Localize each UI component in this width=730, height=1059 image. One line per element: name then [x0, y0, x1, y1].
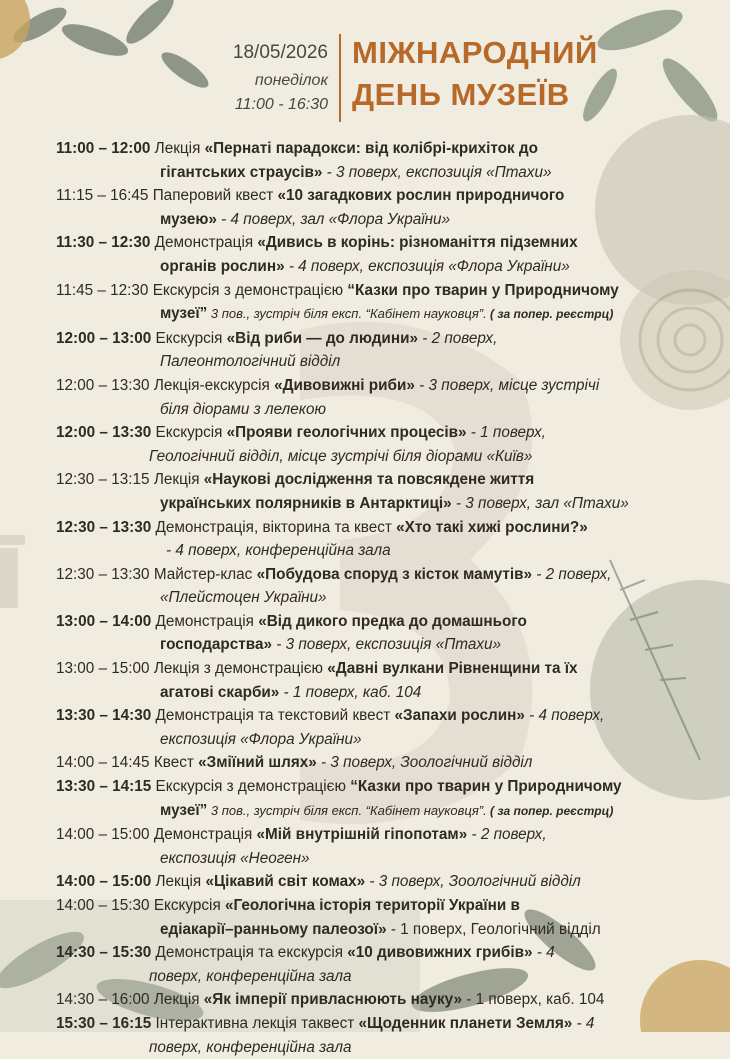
event-time: 12:00 – 13:00	[56, 329, 152, 347]
event-hours: 11:00 - 16:30	[234, 96, 328, 113]
event-weekday: понеділок	[254, 72, 328, 89]
event-location: - 4 поверх, експозиція «Флора України»	[284, 257, 570, 275]
event-title: “Казки про тварин у Природничому	[350, 778, 622, 796]
event-time: 11:15 – 16:45	[56, 187, 149, 205]
event-title: «Щоденник планети Земля»	[358, 1014, 573, 1032]
event-location: - 3 поверх, експозиція «Птахи»	[271, 636, 502, 654]
event-location: 3 пов., зустріч біля експ. “Кабінет науковця”.	[207, 306, 487, 322]
event-location: - 2 поверх,	[417, 329, 498, 347]
event-location: - 2 поверх,	[532, 565, 612, 583]
event-title: “Казки про тварин у Природничому	[347, 281, 619, 299]
event-title: «Пернаті парадокси: від колібрі-крихіток до	[204, 140, 538, 157]
event-location: - 3 поверх, експозиція «Птахи»	[322, 163, 552, 181]
schedule-item	[56, 870, 696, 894]
event-title: «Дивись в корінь: різноманіття підземних	[257, 234, 578, 252]
event-time: 11:00 – 12:00	[56, 140, 151, 157]
schedule-item	[56, 657, 696, 704]
schedule-item	[56, 374, 696, 421]
event-location-cont: «Плейстоцен України»	[160, 589, 327, 607]
event-location-cont: біля діорами з лелекою	[160, 400, 327, 418]
event-location: - 3 поверх, місце зустрічі	[414, 376, 600, 394]
event-title: «Давні вулкани Рівненщини та їх	[327, 660, 578, 678]
event-type: Лекція-екскурсія	[153, 376, 270, 394]
event-location: - 1 поверх, Геологічний відділ	[386, 920, 601, 938]
event-location: - 4	[532, 944, 555, 962]
event-location: - 1 поверх,	[466, 424, 546, 442]
event-time: 12:30 – 13:30	[56, 565, 150, 583]
event-time: 12:00 – 13:30	[56, 376, 150, 394]
event-type: Екскурсія	[153, 897, 221, 914]
schedule-list	[0, 137, 730, 1059]
schedule-item	[56, 941, 696, 988]
event-time: 14:30 – 15:30	[56, 944, 152, 962]
event-location: - 4 поверх, зал «Флора України»	[216, 210, 451, 228]
event-title-cont: музеї”	[160, 801, 208, 819]
event-time: 12:30 – 13:30	[56, 518, 152, 536]
event-time: 12:30 – 13:15	[56, 471, 150, 489]
event-time: 14:00 – 15:00	[56, 873, 152, 891]
event-time: 11:45 – 12:30	[56, 281, 149, 299]
schedule-item	[56, 775, 696, 823]
event-title: «Геологічна історія території України в	[224, 897, 520, 914]
event-location: - 4 поверх,	[524, 707, 605, 725]
event-location-cont: поверх, конференційна зала	[149, 1038, 352, 1056]
event-time: 14:00 – 15:30	[56, 897, 150, 914]
event-title-cont: гігантських страусів»	[160, 163, 323, 181]
event-title: «10 загадкових рослин природничого	[277, 187, 565, 205]
event-time: 12:00 – 13:30	[56, 424, 152, 442]
event-type: Лекція	[154, 140, 201, 157]
event-location-cont: Палеонтологічний відділ	[160, 353, 341, 371]
title-line-2: ДЕНЬ МУЗЕЇВ	[352, 77, 570, 112]
event-title-cont: українських полярників в Антарктиці»	[160, 494, 452, 512]
schedule-item	[56, 279, 696, 327]
event-title: «Мій внутрішній гіпопотам»	[256, 826, 468, 844]
schedule-item	[56, 516, 696, 563]
event-location-cont: Геологічний відділ, місце зустрічі біля діорами «Київ»	[149, 447, 533, 465]
event-title: «Від риби — до людини»	[226, 329, 418, 347]
schedule-item	[56, 751, 696, 775]
event-location: - 1 поверх, каб. 104	[462, 991, 605, 1009]
event-title-cont: музеї”	[160, 305, 208, 323]
event-time: 13:30 – 14:15	[56, 778, 152, 796]
schedule-item	[56, 468, 696, 515]
event-title: «Хто такі хижі рослини?»	[396, 518, 588, 536]
schedule-item	[56, 184, 696, 231]
event-time: 15:30 – 16:15	[56, 1014, 152, 1032]
event-type: Лекція	[153, 471, 200, 489]
schedule-item	[56, 610, 696, 657]
event-type: Лекція	[155, 873, 202, 891]
event-location-cont: поверх, конференційна зала	[149, 967, 352, 985]
event-time: 14:30 – 16:00	[56, 991, 150, 1009]
event-type: Демонстрація	[155, 612, 254, 630]
page-header	[0, 28, 730, 128]
event-type: Екскурсія	[155, 424, 223, 442]
event-date: 18/05/2026	[232, 42, 328, 63]
event-location: - 3 поверх, Зоологічний відділ	[316, 754, 533, 772]
event-title-cont: органів рослин»	[160, 257, 285, 275]
event-location-cont: експозиція «Неоген»	[160, 849, 310, 867]
schedule-item	[56, 231, 696, 278]
event-title: «Від дикого предка до домашнього	[258, 612, 527, 630]
schedule-item	[56, 563, 696, 610]
event-type: Екскурсія	[155, 329, 223, 347]
event-type: Демонстрація	[153, 826, 253, 844]
event-type: Демонстрація та текстовий квест	[155, 707, 391, 725]
event-location-cont: - 4 поверх, конференційна зала	[166, 542, 391, 560]
event-title: «Прояви геологічних процесів»	[226, 424, 467, 442]
event-time: 14:00 – 14:45	[56, 754, 150, 772]
schedule-item	[56, 327, 696, 374]
event-title: «Цікавий світ комах»	[205, 873, 366, 891]
schedule-item	[56, 894, 696, 941]
event-location: - 4	[572, 1014, 595, 1032]
event-title: «Запахи рослин»	[394, 707, 525, 725]
event-type: Демонстрація та екскурсія	[155, 944, 344, 962]
registration-note: ( за попер. реєстрц)	[486, 803, 614, 818]
event-type: Інтерактивна лекція таквест	[155, 1014, 355, 1032]
event-type: Майстер-клас	[153, 565, 253, 583]
event-type: Квест	[153, 754, 194, 772]
event-title-cont: агатові скарби»	[160, 683, 280, 701]
schedule-item	[56, 988, 696, 1012]
event-title-cont: господарства»	[160, 636, 272, 654]
event-title: «10 дивовижних грибів»	[347, 944, 533, 962]
event-location: - 3 поверх, Зоологічний відділ	[365, 873, 581, 891]
event-time: 11:30 – 12:30	[56, 234, 151, 252]
event-location-cont: експозиція «Флора України»	[160, 730, 362, 748]
event-title: «Як імперії привласнюють науку»	[203, 991, 462, 1009]
schedule-item	[56, 1012, 696, 1059]
event-title: «Дивовижні риби»	[274, 376, 415, 394]
event-type: Лекція	[153, 991, 200, 1009]
page-title	[352, 32, 598, 116]
event-title-cont: едіакарії–ранньому палеозої»	[160, 920, 387, 938]
event-time: 13:00 – 14:00	[56, 612, 152, 630]
event-title: «Побудова споруд з кісток мамутів»	[256, 565, 533, 583]
schedule-item	[56, 823, 696, 870]
event-type: Лекція з демонстрацією	[153, 660, 324, 678]
header-divider	[339, 34, 341, 122]
event-time: 13:00 – 15:00	[56, 660, 150, 678]
event-location: 3 пов., зустріч біля експ. “Кабінет науковця”.	[207, 802, 487, 818]
event-title: «Наукові дослідження та повсякдене життя	[203, 471, 535, 489]
event-title: «Зміїний шлях»	[198, 754, 317, 772]
event-type: Екскурсія з демонстрацією	[155, 778, 346, 796]
event-location: - 2 поверх,	[467, 826, 547, 844]
title-line-1: МІЖНАРОДНИЙ	[352, 35, 598, 70]
event-location: - 1 поверх, каб. 104	[279, 683, 422, 701]
event-type: Паперовий квест	[152, 187, 274, 205]
event-time: 13:30 – 14:30	[56, 707, 152, 725]
schedule-item	[56, 137, 696, 184]
event-title-cont: музею»	[160, 210, 217, 228]
event-type: Демонстрація	[154, 234, 254, 252]
schedule-item	[56, 421, 696, 468]
event-location: - 3 поверх, зал «Птахи»	[451, 494, 629, 512]
event-time: 14:00 – 15:00	[56, 826, 150, 844]
registration-note: ( за попер. реєстрц)	[486, 307, 614, 322]
event-type: Демонстрація, вікторина та квест	[155, 518, 392, 536]
event-type: Екскурсія з демонстрацією	[152, 281, 344, 299]
schedule-item	[56, 704, 696, 751]
